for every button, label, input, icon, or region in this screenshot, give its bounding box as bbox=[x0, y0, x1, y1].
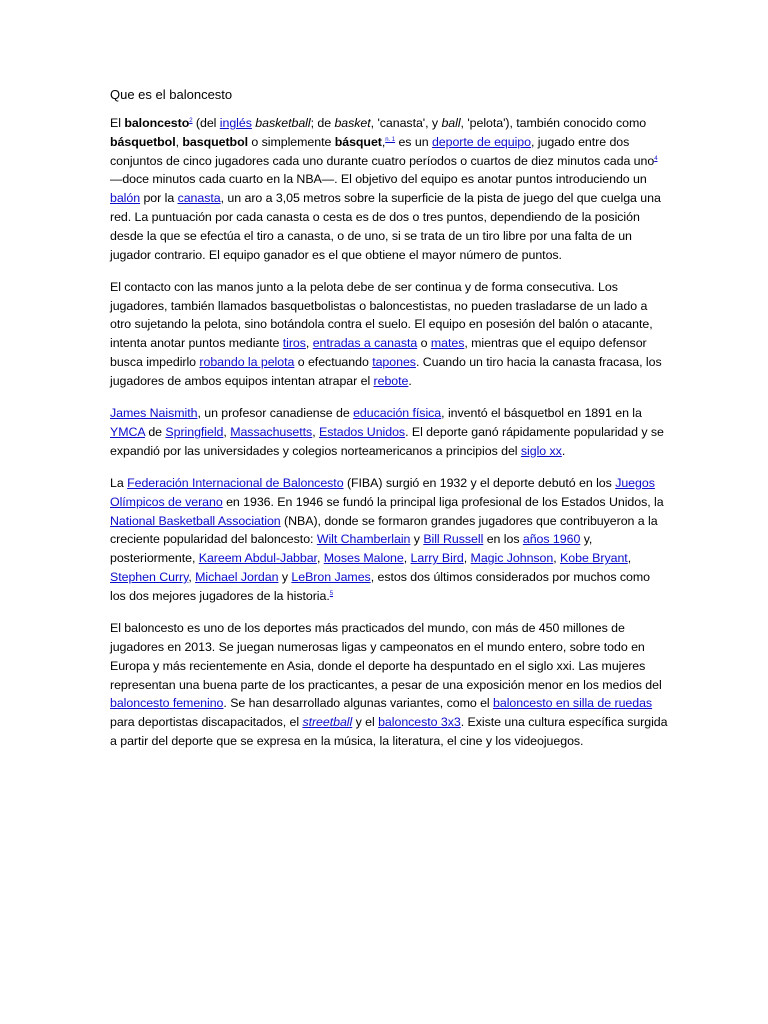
text: —doce minutos cada cuarto en la NBA—. El objetivo del equipo es anotar puntos introduciendo un bbox=[110, 172, 647, 187]
text: , bbox=[553, 551, 561, 566]
text: , un aro a 3,05 metros sobre la superficie de la pista de juego del que cuelga una red. La puntuación por cada canasta o cesta es de dos o tres puntos, dependiendo de la posición desde la que se efectúa el tiro a canasta, o de uno, si se trata de un tiro libre por una falta de un jugador contrario. El equipo ganador es el que obtiene el mayor número de puntos. bbox=[110, 191, 661, 262]
footnote-link[interactable]: 5 bbox=[329, 590, 334, 597]
text: (NBA), donde se formaron grandes jugadores que contribuyeron a la creciente popularidad del baloncesto: bbox=[110, 513, 658, 547]
link-springfield[interactable]: Springfield bbox=[165, 424, 224, 439]
bold-term: baloncesto bbox=[124, 116, 190, 130]
text: , bbox=[627, 551, 632, 566]
text: , bbox=[381, 134, 386, 149]
link-streetball[interactable] bbox=[302, 715, 352, 729]
italic-term: ball bbox=[441, 116, 461, 130]
link-juegos-olimpicos[interactable]: Juegos Olímpicos de verano bbox=[110, 476, 655, 509]
link-stephen-curry[interactable]: Stephen Curry bbox=[110, 570, 189, 585]
footnote-link[interactable]: 2 bbox=[189, 118, 193, 124]
text: (del bbox=[192, 116, 220, 130]
text: y, posteriormente, bbox=[110, 532, 593, 566]
link-educacion-fisica[interactable]: educación física bbox=[353, 406, 442, 421]
text: , estos dos últimos considerados por muchos como los dos mejores jugadores de la historia. bbox=[110, 570, 650, 603]
footnote-ref[interactable] bbox=[654, 156, 657, 162]
text: en 1936. En 1946 se fundó la principal liga profesional de los Estados Unidos, la bbox=[222, 494, 664, 509]
link-tiros[interactable]: tiros bbox=[282, 336, 306, 351]
link-moses-malone[interactable]: Moses Malone bbox=[323, 551, 404, 566]
link-deporte-de-equipo[interactable]: deporte de equipo bbox=[431, 134, 531, 149]
text: . El deporte ganó rápidamente popularidad y se expandió por las universidades y colegios norteamericanos a principios del bbox=[110, 424, 664, 458]
text: o efectuando bbox=[294, 355, 373, 370]
footnote-link[interactable]: n. 1 bbox=[385, 136, 396, 143]
text: y bbox=[278, 570, 292, 585]
bold-term: básquet bbox=[334, 134, 382, 149]
text: El baloncesto es uno de los deportes más practicados del mundo, con más de 450 millones de jugadores en 2013. Se juegan numerosas ligas y campeonatos en el mundo entero, sobre todo en Europa y más recientemente en Asia, donde el deporte ha despuntado en el siglo xxi. Las mujeres representan una buena parte de los practicantes, a pesar de una exposición menor en los medios del bbox=[110, 621, 662, 692]
link-baloncesto-3x3[interactable]: baloncesto 3x3 bbox=[378, 715, 461, 730]
text: o simplemente bbox=[247, 134, 335, 149]
text: , jugado entre dos conjuntos de cinco jugadores cada uno durante cuatro períodos o cuartos de diez minutos cada uno bbox=[110, 134, 655, 168]
link-baloncesto-femenino[interactable]: baloncesto femenino bbox=[110, 696, 224, 711]
footnote-link[interactable]: 4 bbox=[654, 155, 658, 162]
text: . Existe una cultura específica surgida a partir del deporte que se expresa en la música, la literatura, el cine y los videojuegos. bbox=[110, 715, 668, 748]
text: y bbox=[410, 532, 424, 547]
link-nba[interactable]: National Basketball Association bbox=[110, 513, 281, 528]
text: en los bbox=[483, 532, 523, 547]
text: . Se han desarrollado algunas variantes, como el bbox=[223, 696, 494, 711]
text: , 'pelota'), también conocido como bbox=[460, 116, 647, 130]
italic-term: basket bbox=[334, 116, 371, 130]
text: , bbox=[312, 424, 319, 439]
link-james-naismith[interactable]: James Naismith bbox=[110, 406, 198, 421]
link-bill-russell[interactable]: Bill Russell bbox=[423, 532, 484, 547]
text: El contacto con las manos junto a la pelota debe de ser continua y de forma consecutiva. Los jugadores, también llamados basquetbolistas o baloncestistas, no pueden trasladarse de un lado a otro sujetando la pelota, sino botándola contra el suelo. El equipo en posesión del balón o atacante, intenta anotar puntos mediante bbox=[110, 279, 653, 351]
link-ymca[interactable]: YMCA bbox=[110, 424, 145, 439]
text: . bbox=[561, 443, 566, 458]
document-title: Que es el baloncesto bbox=[110, 87, 233, 102]
paragraph-4 bbox=[110, 474, 668, 606]
bold-term: básquetbol bbox=[110, 134, 176, 149]
link-michael-jordan[interactable]: Michael Jordan bbox=[195, 570, 279, 585]
link-baloncesto-silla-ruedas[interactable]: baloncesto en silla de ruedas bbox=[493, 696, 653, 711]
link-fiba[interactable]: Federación Internacional de Baloncesto bbox=[127, 476, 344, 491]
text: es un bbox=[395, 134, 432, 149]
text: de bbox=[144, 424, 166, 439]
text: por la bbox=[140, 191, 178, 206]
text: . Cuando un tiro hacia la canasta fracasa, los jugadores de ambos equipos intentan atrapar el bbox=[110, 355, 662, 388]
link-balon[interactable]: balón bbox=[110, 191, 141, 206]
text: o bbox=[417, 336, 431, 351]
link-kareem-abdul-jabbar[interactable]: Kareem Abdul-Jabbar bbox=[198, 551, 317, 566]
text: , bbox=[175, 134, 183, 149]
link-kobe-bryant[interactable]: Kobe Bryant bbox=[560, 551, 628, 566]
text: , 'canasta', y bbox=[370, 116, 442, 130]
link-estados-unidos[interactable]: Estados Unidos bbox=[318, 424, 406, 439]
text: . bbox=[408, 373, 412, 388]
text: , bbox=[316, 551, 324, 566]
paragraph-2 bbox=[110, 278, 668, 391]
link-larry-bird[interactable]: Larry Bird bbox=[410, 551, 464, 566]
link-tapones[interactable]: tapones bbox=[372, 355, 416, 370]
text: , inventó el básquetbol en 1891 en la bbox=[441, 406, 642, 421]
footnote-ref[interactable] bbox=[330, 591, 333, 597]
italic-term: basketball bbox=[255, 116, 311, 130]
link-canasta[interactable]: canasta bbox=[177, 191, 221, 206]
text: para deportistas discapacitados, el bbox=[110, 715, 303, 730]
link-entradas-a-canasta[interactable]: entradas a canasta bbox=[312, 336, 418, 351]
text: La bbox=[110, 476, 128, 491]
link-wilt-chamberlain[interactable]: Wilt Chamberlain bbox=[316, 532, 411, 547]
italic-term: streetball bbox=[302, 715, 353, 730]
text: , bbox=[223, 424, 231, 439]
paragraph-1 bbox=[110, 114, 668, 264]
text: ; de bbox=[310, 116, 335, 130]
footnote-ref[interactable] bbox=[385, 137, 395, 143]
link-siglo-xx[interactable]: siglo xx bbox=[520, 443, 562, 458]
text: , mientras que el equipo defensor busca impedirlo bbox=[110, 336, 647, 370]
bold-term: basquetbol bbox=[182, 134, 248, 149]
text: El bbox=[110, 116, 125, 130]
text: , bbox=[463, 551, 471, 566]
text: y el bbox=[352, 715, 379, 730]
text: , un profesor canadiense de bbox=[197, 406, 354, 421]
paragraph-5 bbox=[110, 619, 668, 751]
paragraph-3 bbox=[110, 404, 668, 460]
link-robando-la-pelota[interactable]: robando la pelota bbox=[199, 355, 295, 370]
link-massachusetts[interactable]: Massachusetts bbox=[230, 424, 313, 439]
link-rebote[interactable]: rebote bbox=[373, 373, 409, 388]
text: , bbox=[403, 551, 411, 566]
link-anos-1960[interactable]: años 1960 bbox=[522, 532, 581, 547]
link-magic-johnson[interactable]: Magic Johnson bbox=[470, 551, 554, 566]
link-ingles[interactable]: inglés bbox=[219, 116, 252, 130]
text: , bbox=[305, 336, 313, 351]
link-lebron-james[interactable]: LeBron James bbox=[291, 570, 371, 585]
text: , bbox=[188, 570, 196, 585]
text: (FIBA) surgió en 1932 y el deporte debutó en los bbox=[343, 476, 616, 491]
link-mates[interactable]: mates bbox=[430, 336, 465, 351]
